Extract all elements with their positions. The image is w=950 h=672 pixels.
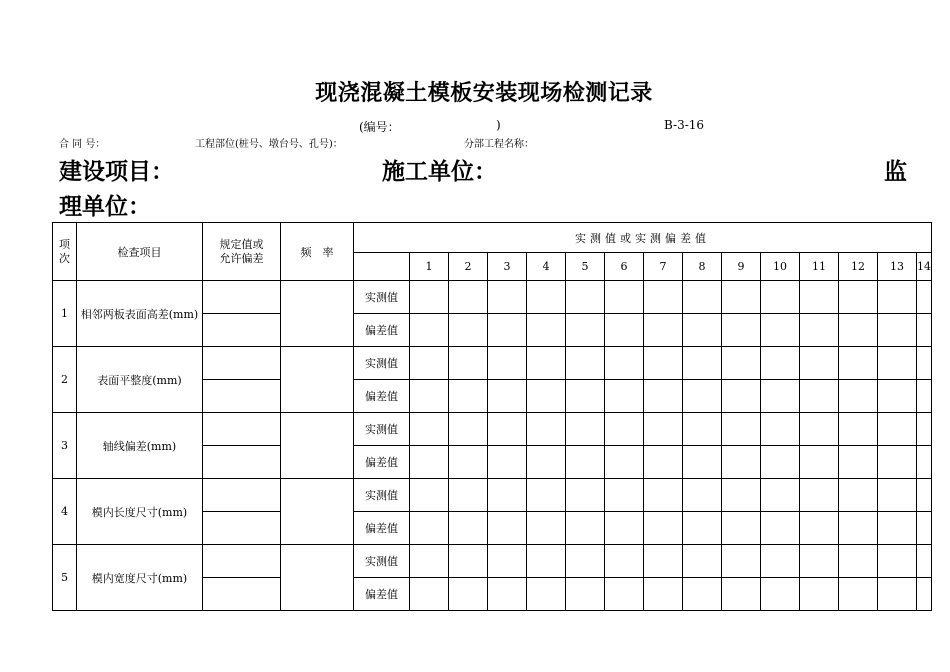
value-cell[interactable] (644, 281, 683, 314)
value-cell[interactable] (722, 347, 761, 380)
value-cell[interactable] (449, 380, 488, 413)
value-cell[interactable] (800, 479, 839, 512)
value-cell[interactable] (566, 380, 605, 413)
value-cell[interactable] (800, 380, 839, 413)
item-number: 1 (53, 281, 77, 347)
value-cell[interactable] (644, 347, 683, 380)
contractor-label: 施工单位： (382, 159, 497, 185)
item-number: 2 (53, 347, 77, 413)
value-cell[interactable] (878, 314, 917, 347)
frequency-cell[interactable] (281, 479, 354, 545)
header-point-number: 14 (917, 253, 932, 281)
value-cell[interactable] (410, 446, 449, 479)
spec-value-cell[interactable] (203, 347, 281, 380)
value-cell[interactable] (761, 446, 800, 479)
value-cell[interactable] (527, 446, 566, 479)
value-cell[interactable] (449, 281, 488, 314)
value-cell[interactable] (761, 545, 800, 578)
header-point-number: 5 (566, 253, 605, 281)
value-cell[interactable] (878, 446, 917, 479)
spec-value-cell[interactable] (203, 380, 281, 413)
value-cell[interactable] (566, 446, 605, 479)
item-name: 相邻两板表面高差(mm) (77, 281, 203, 347)
value-cell[interactable] (644, 545, 683, 578)
value-cell[interactable] (917, 479, 932, 512)
value-cell[interactable] (839, 380, 878, 413)
value-cell[interactable] (488, 545, 527, 578)
value-cell[interactable] (527, 512, 566, 545)
value-cell[interactable] (761, 413, 800, 446)
value-cell[interactable] (644, 314, 683, 347)
header-point-number: 3 (488, 253, 527, 281)
value-cell[interactable] (488, 380, 527, 413)
value-cell[interactable] (878, 512, 917, 545)
item-number: 5 (53, 545, 77, 611)
value-cell[interactable] (644, 446, 683, 479)
value-cell[interactable] (449, 578, 488, 611)
value-cell[interactable] (917, 347, 932, 380)
value-cell[interactable] (566, 578, 605, 611)
value-cell[interactable] (410, 281, 449, 314)
page-title: 现浇混凝土模板安装现场检测记录 (315, 81, 653, 106)
value-cell[interactable] (605, 578, 644, 611)
value-cell[interactable] (878, 578, 917, 611)
value-cell[interactable] (761, 512, 800, 545)
value-cell[interactable] (839, 479, 878, 512)
deviation-label: 偏差值 (354, 314, 410, 347)
value-cell[interactable] (722, 281, 761, 314)
spec-value-cell[interactable] (203, 281, 281, 314)
value-cell[interactable] (878, 545, 917, 578)
value-cell[interactable] (449, 545, 488, 578)
spec-value-cell[interactable] (203, 479, 281, 512)
value-cell[interactable] (644, 578, 683, 611)
frequency-cell[interactable] (281, 281, 354, 347)
header-frequency: 频 率 (281, 223, 354, 281)
value-cell[interactable] (605, 479, 644, 512)
value-cell[interactable] (761, 578, 800, 611)
value-cell[interactable] (605, 314, 644, 347)
item-name: 模内宽度尺寸(mm) (77, 545, 203, 611)
supervisor-label-part1: 监 (884, 159, 907, 185)
value-cell[interactable] (683, 380, 722, 413)
value-cell[interactable] (410, 413, 449, 446)
value-cell[interactable] (683, 347, 722, 380)
value-cell[interactable] (917, 545, 932, 578)
deviation-label: 偏差值 (354, 446, 410, 479)
value-cell[interactable] (839, 446, 878, 479)
value-cell[interactable] (410, 314, 449, 347)
value-cell[interactable] (527, 479, 566, 512)
value-cell[interactable] (527, 578, 566, 611)
frequency-cell[interactable] (281, 413, 354, 479)
value-cell[interactable] (722, 446, 761, 479)
measured-label: 实测值 (354, 479, 410, 512)
value-cell[interactable] (605, 347, 644, 380)
header-point-number: 10 (761, 253, 800, 281)
value-cell[interactable] (644, 479, 683, 512)
spec-value-cell[interactable] (203, 545, 281, 578)
header-spec: 规定值或 允许偏差 (203, 223, 281, 281)
item-number: 4 (53, 479, 77, 545)
value-cell[interactable] (410, 380, 449, 413)
header-point-number: 7 (644, 253, 683, 281)
value-cell[interactable] (839, 512, 878, 545)
value-cell[interactable] (917, 512, 932, 545)
value-cell[interactable] (917, 281, 932, 314)
value-cell[interactable] (566, 281, 605, 314)
deviation-label: 偏差值 (354, 578, 410, 611)
form-code: B-3-16 (664, 118, 705, 132)
value-cell[interactable] (722, 479, 761, 512)
value-cell[interactable] (449, 512, 488, 545)
value-cell[interactable] (722, 512, 761, 545)
value-cell[interactable] (449, 446, 488, 479)
value-cell[interactable] (800, 545, 839, 578)
value-cell[interactable] (605, 446, 644, 479)
value-cell[interactable] (488, 578, 527, 611)
value-cell[interactable] (527, 413, 566, 446)
value-cell[interactable] (800, 314, 839, 347)
value-cell[interactable] (488, 314, 527, 347)
value-cell[interactable] (449, 413, 488, 446)
value-cell[interactable] (605, 281, 644, 314)
deviation-label: 偏差值 (354, 512, 410, 545)
header-point-number: 9 (722, 253, 761, 281)
measured-label: 实测值 (354, 347, 410, 380)
value-cell[interactable] (722, 578, 761, 611)
value-cell[interactable] (449, 347, 488, 380)
value-cell[interactable] (488, 413, 527, 446)
value-cell[interactable] (722, 413, 761, 446)
value-cell[interactable] (917, 446, 932, 479)
deviation-label: 偏差值 (354, 380, 410, 413)
header-point-number: 1 (410, 253, 449, 281)
value-cell[interactable] (605, 545, 644, 578)
value-cell[interactable] (566, 512, 605, 545)
spec-value-cell[interactable] (203, 413, 281, 446)
measured-label: 实测值 (354, 545, 410, 578)
number-label: (编号： (359, 120, 400, 134)
location-label: 工程部位(桩号、墩台号、孔号)： (195, 139, 343, 150)
value-cell[interactable] (722, 314, 761, 347)
header-point-number: 12 (839, 253, 878, 281)
supervisor-label-part2: 理单位： (59, 194, 151, 220)
value-cell[interactable] (683, 578, 722, 611)
spec-value-cell[interactable] (203, 314, 281, 347)
value-cell[interactable] (449, 479, 488, 512)
value-cell[interactable] (839, 578, 878, 611)
frequency-cell[interactable] (281, 347, 354, 413)
value-cell[interactable] (527, 347, 566, 380)
frequency-cell[interactable] (281, 545, 354, 611)
value-cell[interactable] (527, 545, 566, 578)
value-cell[interactable] (800, 446, 839, 479)
value-cell[interactable] (722, 545, 761, 578)
spec-value-cell[interactable] (203, 446, 281, 479)
item-number: 3 (53, 413, 77, 479)
value-cell[interactable] (410, 479, 449, 512)
value-cell[interactable] (566, 347, 605, 380)
value-cell[interactable] (410, 347, 449, 380)
value-cell[interactable] (878, 413, 917, 446)
value-cell[interactable] (644, 413, 683, 446)
value-cell[interactable] (683, 281, 722, 314)
value-cell[interactable] (488, 446, 527, 479)
value-cell[interactable] (839, 545, 878, 578)
value-cell[interactable] (761, 281, 800, 314)
value-cell[interactable] (878, 281, 917, 314)
value-cell[interactable] (605, 512, 644, 545)
value-cell[interactable] (878, 380, 917, 413)
value-cell[interactable] (683, 314, 722, 347)
value-cell[interactable] (488, 479, 527, 512)
value-cell[interactable] (839, 281, 878, 314)
number-close: ) (496, 118, 501, 132)
header-point-number: 4 (527, 253, 566, 281)
value-cell[interactable] (800, 413, 839, 446)
header-point-number: 6 (605, 253, 644, 281)
header-index: 项 次 (53, 223, 77, 281)
measured-label: 实测值 (354, 413, 410, 446)
value-cell[interactable] (878, 347, 917, 380)
value-cell[interactable] (917, 314, 932, 347)
value-cell[interactable] (527, 281, 566, 314)
item-name: 模内长度尺寸(mm) (77, 479, 203, 545)
value-cell[interactable] (449, 314, 488, 347)
value-cell[interactable] (644, 512, 683, 545)
value-cell[interactable] (761, 380, 800, 413)
value-cell[interactable] (605, 380, 644, 413)
header-item: 检查项目 (77, 223, 203, 281)
header-blank (354, 253, 410, 281)
value-cell[interactable] (566, 314, 605, 347)
value-cell[interactable] (566, 545, 605, 578)
value-cell[interactable] (800, 578, 839, 611)
contract-no-label: 合 同 号： (59, 139, 106, 150)
value-cell[interactable] (878, 479, 917, 512)
header-measured-group: 实测值或实测偏差值 (354, 223, 932, 253)
header-point-number: 8 (683, 253, 722, 281)
header-point-number: 11 (800, 253, 839, 281)
value-cell[interactable] (917, 578, 932, 611)
inspection-table (52, 222, 932, 611)
value-cell[interactable] (917, 380, 932, 413)
sub-project-label: 分部工程名称： (464, 139, 534, 150)
header-point-number: 13 (878, 253, 917, 281)
item-name: 表面平整度(mm) (77, 347, 203, 413)
item-name: 轴线偏差(mm) (77, 413, 203, 479)
value-cell[interactable] (410, 578, 449, 611)
value-cell[interactable] (488, 281, 527, 314)
value-cell[interactable] (761, 479, 800, 512)
value-cell[interactable] (761, 314, 800, 347)
value-cell[interactable] (839, 314, 878, 347)
spec-value-cell[interactable] (203, 578, 281, 611)
value-cell[interactable] (761, 347, 800, 380)
value-cell[interactable] (917, 413, 932, 446)
value-cell[interactable] (527, 380, 566, 413)
value-cell[interactable] (488, 512, 527, 545)
value-cell[interactable] (839, 347, 878, 380)
value-cell[interactable] (722, 380, 761, 413)
spec-value-cell[interactable] (203, 512, 281, 545)
construction-project-label: 建设项目： (59, 159, 174, 185)
value-cell[interactable] (605, 413, 644, 446)
value-cell[interactable] (566, 413, 605, 446)
value-cell[interactable] (410, 545, 449, 578)
measured-label: 实测值 (354, 281, 410, 314)
value-cell[interactable] (800, 281, 839, 314)
value-cell[interactable] (644, 380, 683, 413)
value-cell[interactable] (488, 347, 527, 380)
value-cell[interactable] (683, 512, 722, 545)
value-cell[interactable] (683, 479, 722, 512)
value-cell[interactable] (410, 512, 449, 545)
value-cell[interactable] (800, 512, 839, 545)
value-cell[interactable] (839, 413, 878, 446)
value-cell[interactable] (800, 347, 839, 380)
header-point-number: 2 (449, 253, 488, 281)
value-cell[interactable] (683, 413, 722, 446)
value-cell[interactable] (683, 545, 722, 578)
value-cell[interactable] (527, 314, 566, 347)
value-cell[interactable] (566, 479, 605, 512)
value-cell[interactable] (683, 446, 722, 479)
